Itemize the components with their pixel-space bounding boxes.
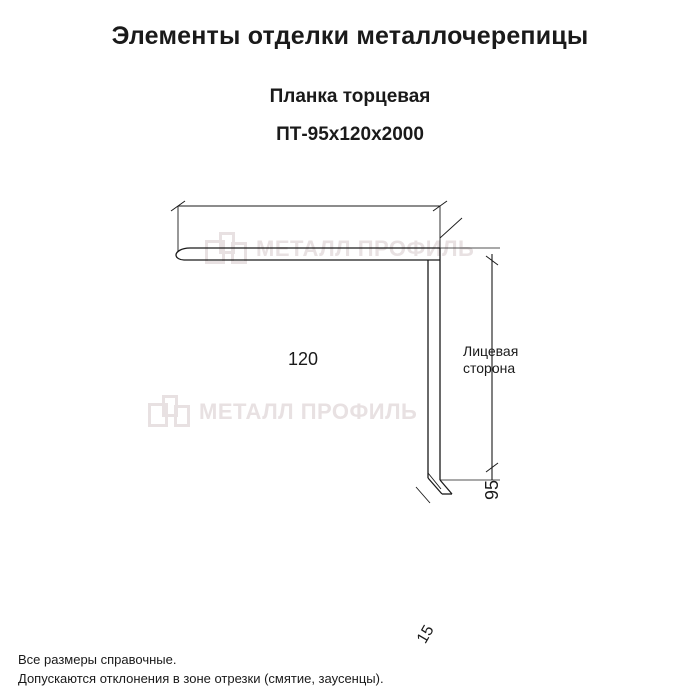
product-name: Планка торцевая xyxy=(269,86,431,107)
drawing-svg xyxy=(0,160,700,560)
footnote-2: Допускаются отклонения в зоне отрезки (смятие, заусенцы). xyxy=(18,671,384,686)
watermark-text: МЕТАЛЛ ПРОФИЛЬ xyxy=(256,236,475,261)
technical-drawing xyxy=(0,160,700,647)
lip-dim-tick-a xyxy=(416,487,430,503)
dimension-label-120: 120 xyxy=(288,349,319,369)
footnote-1: Все размеры справочные. xyxy=(18,652,177,667)
dimension-label-15: 15 xyxy=(414,622,438,647)
product-code: ПТ-95х120х2000 xyxy=(276,124,424,145)
profile-lip-right xyxy=(440,480,452,494)
annotation-face-line1: Лицевая xyxy=(463,343,519,359)
annotation-face-side xyxy=(463,343,518,377)
page-title: Элементы отделки металлочерепицы xyxy=(111,22,589,50)
dimension-label-95: 95 xyxy=(482,479,502,500)
leader-line-face xyxy=(440,218,462,238)
watermark-text: МЕТАЛЛ ПРОФИЛЬ xyxy=(199,399,418,424)
footnotes xyxy=(18,650,384,688)
annotation-face-line2: сторона xyxy=(463,360,516,376)
